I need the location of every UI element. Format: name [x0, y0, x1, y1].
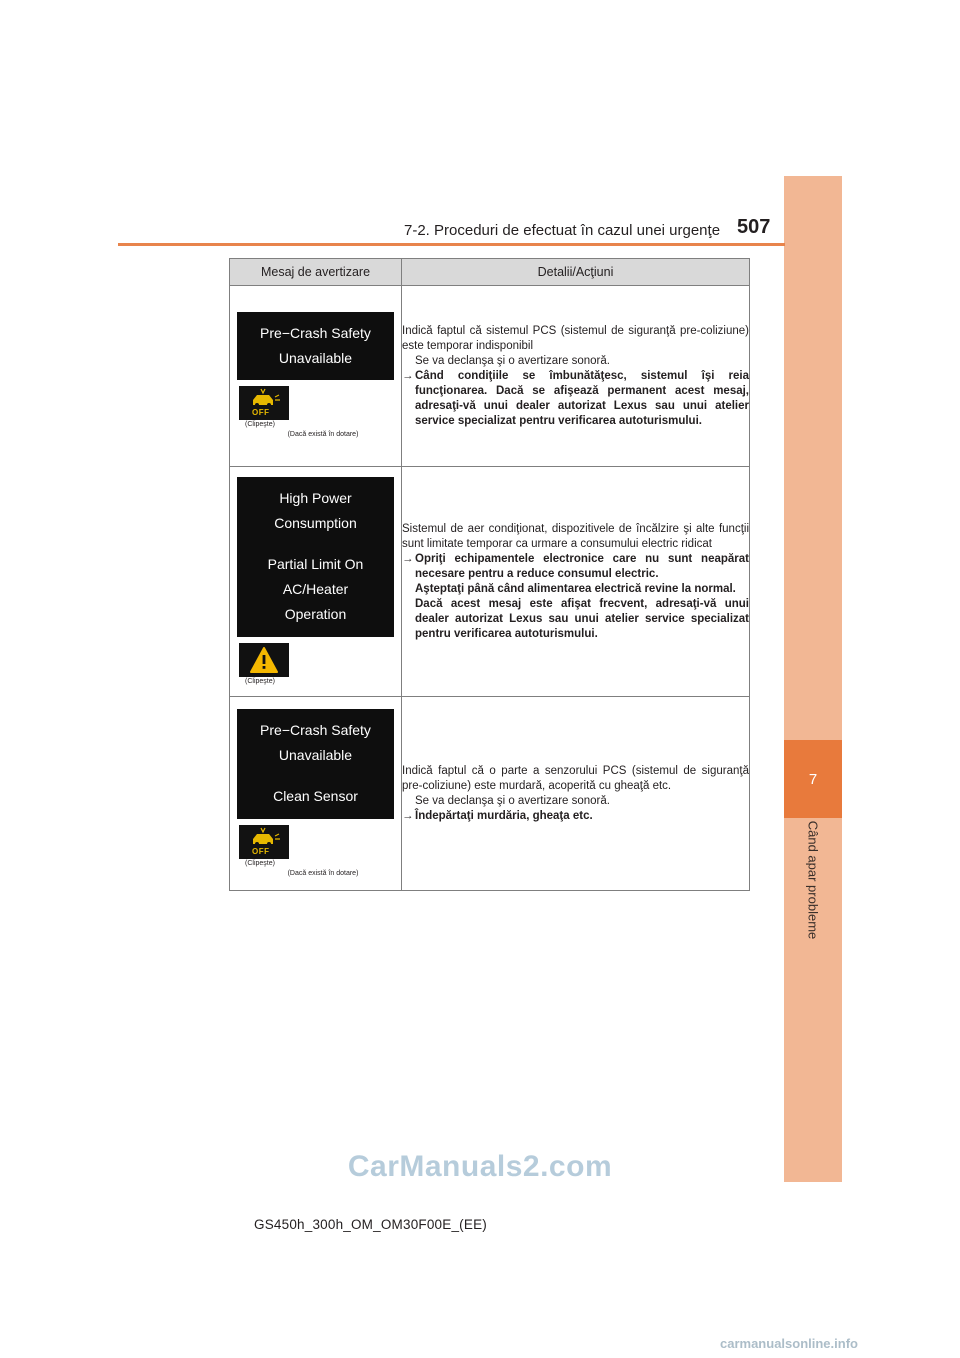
detail-subtext: Se va declanşa şi o avertizare sonoră. — [415, 354, 610, 367]
warning-triangle-icon — [239, 643, 289, 677]
display-screen — [237, 709, 394, 819]
icon-caption: (Clipeşte) — [245, 421, 275, 428]
display-line: High Power — [279, 490, 352, 506]
warning-messages-table — [229, 258, 750, 891]
display-screen — [237, 477, 394, 637]
display-line: Consumption — [274, 515, 357, 531]
display-line: Pre−Crash Safety — [260, 325, 371, 341]
display-line: Unavailable — [278, 747, 353, 763]
display-line: Clean Sensor — [273, 788, 358, 804]
icon-caption: (Clipeşte) — [245, 677, 275, 685]
arrow-icon: → — [402, 369, 414, 382]
off-label: OFF — [252, 408, 270, 417]
display-line: AC/Heater — [282, 581, 349, 597]
watermark-top: CarManuals2.com — [347, 1150, 613, 1183]
column-header-details: Detalii/Acţiuni — [402, 259, 750, 286]
display-line: Pre−Crash Safety — [260, 722, 371, 738]
message-cell — [230, 286, 402, 467]
detail-text: Indică faptul că sistemul PCS (sistemul de siguranţă pre-coliziune) este temporar indisponibil — [402, 324, 749, 352]
action-text: Îndepărtaţi murdăria, gheaţa etc. — [415, 809, 593, 822]
header-divider — [118, 243, 785, 246]
display-screen — [237, 312, 394, 380]
chapter-number-tab[interactable]: 7 — [784, 740, 842, 818]
action-text: Dacă acest mesaj este afişat frecvent, adresaţi-vă unui dealer autorizat Lexus sau unui atelier service specializat pentru verificarea autoturismului. — [415, 597, 749, 640]
arrow-icon: → — [402, 552, 414, 565]
display-line: Partial Limit On — [267, 556, 364, 572]
table-row — [230, 467, 750, 697]
watermark-bottom: carmanualsonline.info — [720, 1336, 858, 1351]
pcs-off-icon — [239, 825, 289, 859]
off-label: OFF — [252, 846, 270, 856]
detail-subtext: Se va declanşa şi o avertizare sonoră. — [415, 794, 610, 807]
action-text: Opriţi echipamentele electronice care nu sunt neapărat necesare pentru a reduce consumul electric. — [415, 552, 749, 580]
message-cell — [230, 697, 402, 891]
document-code: GS450h_300h_OM_OM30F00E_(EE) — [254, 1217, 487, 1232]
page-number: 507 — [737, 216, 771, 238]
icon-caption: (Clipeşte) — [245, 859, 275, 867]
chapter-title: Când apar probleme — [805, 820, 821, 940]
table-row — [230, 697, 750, 891]
detail-text: Indică faptul că o parte a senzorului PCS (sistemul de siguranţă pre-coliziune) este murdară, acoperită cu gheaţă etc. — [402, 764, 749, 792]
arrow-icon: → — [402, 809, 414, 822]
warning-triangle-shape — [249, 646, 279, 674]
action-text: Aşteptaţi până când alimentarea electrică revine la normal. — [415, 582, 736, 595]
details-cell — [402, 697, 750, 891]
pcs-off-icon — [239, 386, 289, 420]
detail-text: Sistemul de aer condiţionat, dispozitivele de încălzire şi alte funcţii sunt limitate temporar ca urmare a consumului electric ridicat — [402, 522, 749, 550]
chapter-sidebar — [784, 176, 842, 1182]
details-cell — [402, 467, 750, 697]
column-header-message: Mesaj de avertizare — [230, 259, 402, 286]
section-title: 7-2. Proceduri de efectuat în cazul unei urgenţe — [404, 222, 721, 239]
message-cell — [230, 467, 402, 697]
action-text: Când condiţiile se îmbunătăţesc, sistemul îşi reia funcţionarea. Dacă se afişează permanent acest mesaj, adresaţi-vă unui dealer autorizat Lexus sau unui atelier service specializat pentru verificarea autoturismului. — [415, 369, 749, 427]
display-line: Unavailable — [278, 350, 353, 366]
table-header-row — [230, 259, 750, 286]
details-cell — [402, 286, 750, 467]
availability-note: (Dacă există în dotare) — [287, 431, 359, 438]
availability-note: (Dacă există în dotare) — [287, 869, 359, 877]
table-row — [230, 286, 750, 467]
display-line: Operation — [284, 606, 347, 622]
